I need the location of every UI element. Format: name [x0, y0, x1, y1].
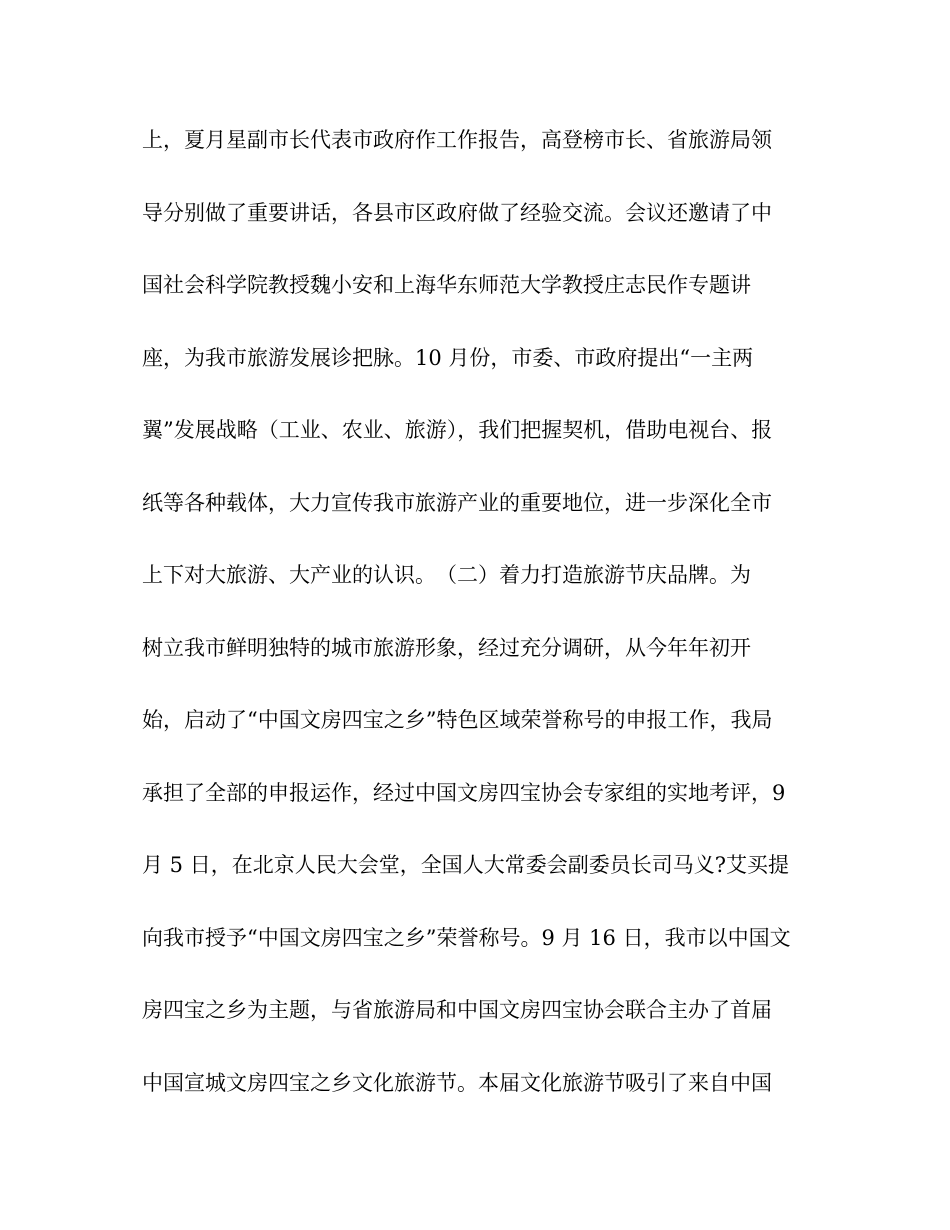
body-text — [142, 122, 822, 1137]
text-line: 翼”发展战略（工业、农业、旅游），我们把握契机，借助电视台、报 — [142, 418, 773, 442]
text-line: 上，夏月星副市长代表市政府作工作报告，高登榜市长、省旅游局领 — [142, 128, 772, 152]
text-line: 树立我市鲜明独特的城市旅游形象，经过充分调研，从今年年初开 — [142, 635, 751, 660]
text-line: 座，为我市旅游发展诊把脉。10 月份，市委、市政府提出“一主两 — [142, 345, 754, 370]
text-line: 始，启动了“中国文房四宝之乡”特色区域荣誉称号的申报工作，我局 — [142, 708, 773, 732]
text-line: 国社会科学院教授魏小安和上海华东师范大学教授庄志民作专题讲 — [142, 273, 751, 297]
text-line: 月 5 日，在北京人民大会堂，全国人大常委会副委员长司马义?艾买提 — [142, 853, 789, 877]
text-line: 向我市授予“中国文房四宝之乡”荣誉称号。9 月 16 日，我市以中国文 — [142, 925, 791, 950]
text-line: 纸等各种载体，大力宣传我市旅游产业的重要地位，进一步深化全市 — [142, 490, 772, 515]
text-line: 承担了全部的申报运作，经过中国文房四宝协会专家组的实地考评，9 — [142, 780, 786, 805]
text-line: 导分别做了重要讲话，各县市区政府做了经验交流。会议还邀请了中 — [142, 200, 772, 225]
text-line: 上下对大旅游、大产业的认识。 （二）着力打造旅游节庆品牌。为 — [142, 563, 751, 587]
text-line: 中国宣城文房四宝之乡文化旅游节。本届文化旅游节吸引了来自中国 — [142, 1070, 772, 1095]
text-line: 房四宝之乡为主题，与省旅游局和中国文房四宝协会联合主办了首届 — [142, 998, 772, 1022]
